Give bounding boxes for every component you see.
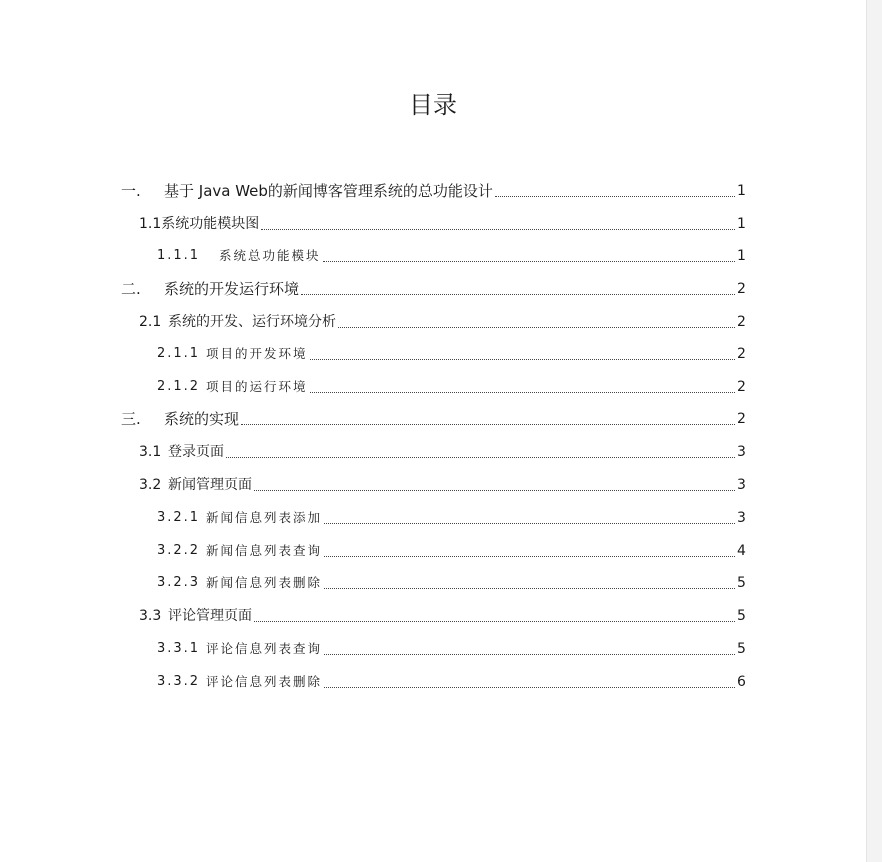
toc-dot-leader [324,588,735,589]
toc-entry-text: 新闻信息列表删除 [206,575,323,590]
toc-entry-number: 1.1 [139,216,162,232]
toc-entry[interactable] [121,407,745,429]
toc-entry-text: 系统的开发运行环境 [164,280,300,298]
toc-entry[interactable] [157,539,745,561]
toc-dot-leader [324,523,735,524]
toc-entry-page: 3 [737,444,746,460]
toc-dot-leader [261,229,735,230]
toc-dot-leader [495,196,735,197]
toc-entry-text: 系统总功能模块 [219,248,321,263]
toc-entry-number: 3.2.3 [157,575,201,590]
toc-entry-page: 5 [737,575,746,591]
toc-entry-text: 系统的实现 [164,410,240,428]
toc-entry-number: 3.3.2 [157,674,201,689]
scrollbar-gutter[interactable] [866,0,882,862]
toc-entry[interactable] [157,342,745,364]
toc-entry-number: 二. [121,280,141,298]
toc-entry-text: 项目的开发环境 [206,346,308,361]
toc-dot-leader [254,490,735,491]
toc-entry[interactable] [139,310,745,332]
toc-entry-page: 2 [737,411,746,427]
toc-entry[interactable] [157,506,745,528]
toc-entry[interactable] [139,440,745,462]
toc-entry-page: 1 [737,183,746,199]
toc-entry-number: 三. [121,410,141,428]
toc-entry[interactable] [157,637,745,659]
toc-entry-text: 评论信息列表删除 [206,674,323,689]
toc-entry-page: 5 [737,641,746,657]
toc-entry-text: 新闻管理页面 [168,477,252,493]
toc-dot-leader [254,621,735,622]
toc-entry[interactable] [157,670,745,692]
toc-dot-leader [324,556,735,557]
toc-dot-leader [324,687,735,688]
toc-entry-number: 3.3 [139,608,162,624]
toc-entry-page: 2 [737,281,746,297]
toc-entry-text: 基于 Java Web的新闻博客管理系统的总功能设计 [164,182,493,200]
toc-entry-page: 4 [737,543,746,559]
toc-entry-page: 1 [737,248,746,264]
toc-entry[interactable] [139,212,745,234]
toc-entry-text: 新闻信息列表查询 [206,543,323,558]
toc-entry-number: 3.3.1 [157,641,201,656]
toc-entry-number: 3.2 [139,477,162,493]
toc-entry-number: 3.2.1 [157,510,201,525]
toc-entry-number: 2.1.1 [157,346,201,361]
toc-entry-page: 3 [737,510,746,526]
toc-dot-leader [310,359,735,360]
toc-entry-page: 2 [737,379,746,395]
toc-dot-leader [226,457,735,458]
toc-entry-page: 1 [737,216,746,232]
toc-entry-number: 一. [121,182,141,200]
toc-entry[interactable] [157,571,745,593]
toc-entry[interactable] [139,604,745,626]
toc-entry-text: 项目的运行环境 [206,379,308,394]
toc-entry-page: 6 [737,674,746,690]
toc-dot-leader [241,424,735,425]
toc-entry-page: 5 [737,608,746,624]
toc-entry-text: 评论信息列表查询 [206,641,323,656]
toc-entry[interactable] [121,179,745,201]
toc-entry-number: 1.1.1 [157,248,201,263]
toc-entry-text: 新闻信息列表添加 [206,510,323,525]
toc-entry-page: 2 [737,314,746,330]
toc-entry[interactable] [157,244,745,266]
toc-entry[interactable] [139,473,745,495]
toc-dot-leader [338,327,735,328]
toc-entry-number: 2.1 [139,314,162,330]
toc-entry-number: 3.2.2 [157,543,201,558]
toc-entry-text: 系统的开发、运行环境分析 [168,314,336,330]
toc-title: 目录 [409,91,457,119]
toc-entry[interactable] [157,375,745,397]
toc-dot-leader [323,261,735,262]
toc-entry-text: 登录页面 [168,444,224,460]
toc-entry-number: 3.1 [139,444,162,460]
toc-entry-number: 2.1.2 [157,379,201,394]
toc-dot-leader [324,654,735,655]
toc-entry[interactable] [121,277,745,299]
toc-dot-leader [301,294,735,295]
toc-dot-leader [310,392,735,393]
toc-entry-page: 2 [737,346,746,362]
toc-entry-page: 3 [737,477,746,493]
toc-entry-text: 系统功能模块图 [161,216,260,232]
toc-entry-text: 评论管理页面 [168,608,252,624]
